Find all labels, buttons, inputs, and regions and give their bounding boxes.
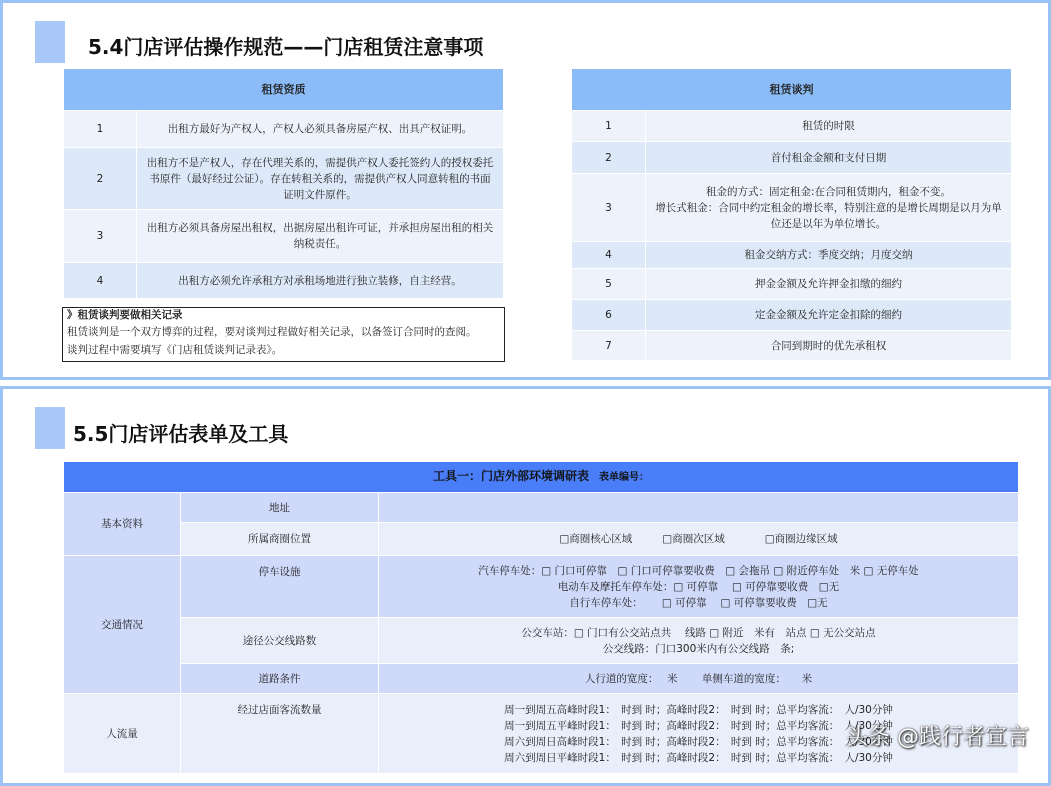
row-no: 6 xyxy=(572,300,646,331)
row-line: 增长式租金：合同中约定租金的增长率，特别注意的是增长周期是以月为单位还是以年为单位增长。 xyxy=(655,201,1002,230)
row-no: 5 xyxy=(572,269,646,300)
watermark: 头条 @践行者宣言 xyxy=(846,725,1029,750)
field-label: 所属商圈位置 xyxy=(181,523,379,556)
row-text: 出租方必须允许承租方对承租场地进行独立装修，自主经营。 xyxy=(137,263,504,299)
row-no: 4 xyxy=(64,263,137,299)
option-line[interactable]: 公交车站：□ 门口有公交站点共 线路 □ 附近 米有 站点 □ 无公交站点 xyxy=(521,626,876,639)
table-row xyxy=(64,210,504,263)
option-line[interactable]: 公交线路：门口300米内有公交线路 条; xyxy=(602,642,795,655)
option-line[interactable]: 汽车停车处：□ 门口可停靠 □ 门口可停靠要收费 □ 会拖吊 □ 附近停车处 米 □ 无停车处 xyxy=(478,564,919,577)
checkbox-option[interactable]: □商圈次区域 xyxy=(662,533,725,545)
form-title: 工具一：门店外部环境调研表 xyxy=(432,469,589,483)
row-no: 3 xyxy=(64,210,137,263)
title-marker xyxy=(35,21,65,63)
row-text: 出租方必须具备房屋出租权，出据房屋出租许可证，并承担房屋出租的相关纳税责任。 xyxy=(137,210,504,263)
category-basic: 基本资料 xyxy=(64,493,181,556)
negotiation-table xyxy=(571,68,1012,361)
field-label: 停车设施 xyxy=(181,556,379,618)
table-row xyxy=(64,148,504,210)
table-header: 租赁资质 xyxy=(64,69,504,111)
row-text: 合同到期时的优先承租权 xyxy=(646,331,1012,361)
qualification-table xyxy=(63,68,504,299)
parking-options xyxy=(379,556,1019,618)
flow-line[interactable]: 周六到周日高峰时段1： 时到 时；高峰时段2： 时到 时；总平均客流： 人/30分钟 xyxy=(504,735,893,748)
table-row xyxy=(64,263,504,299)
table-row xyxy=(572,142,1012,174)
table-row xyxy=(572,174,1012,242)
field-label: 途径公交线路数 xyxy=(181,618,379,664)
flow-line[interactable]: 周一到周五平峰时段1： 时到 时；高峰时段2： 时到 时；总平均客流： 人/30分钟 xyxy=(504,719,893,732)
row-no: 1 xyxy=(572,111,646,142)
note-box xyxy=(62,307,505,362)
field-label: 道路条件 xyxy=(181,664,379,694)
table-header: 租赁谈判 xyxy=(572,69,1012,111)
category-traffic: 交通情况 xyxy=(64,556,181,694)
table-row xyxy=(572,300,1012,331)
row-text: 租金交纳方式：季度交纳；月度交纳 xyxy=(646,242,1012,269)
flow-line[interactable]: 周一到周五高峰时段1： 时到 时；高峰时段2： 时到 时；总平均客流： 人/30分钟 xyxy=(504,703,893,716)
row-text: 出租方不是产权人，存在代理关系的，需提供产权人委托签约人的授权委托书原件（最好经过公证）。存在转租关系的，需提供产权人同意转租的书面证明文件原件。 xyxy=(137,148,504,210)
row-text: 押金金额及允许押金扣缴的细约 xyxy=(646,269,1012,300)
note-line: 谈判过程中需要填写《门店租赁谈判记录表》。 xyxy=(67,344,283,356)
section-title: 5.5门店评估表单及工具 xyxy=(73,422,289,446)
row-text: 首付租金金额和支付日期 xyxy=(646,142,1012,174)
bus-options xyxy=(379,618,1019,664)
form-number-label: 表单编号： xyxy=(599,472,649,483)
checkbox-option[interactable]: □商圈边缘区域 xyxy=(764,533,838,545)
checkbox-option[interactable]: □商圈核心区域 xyxy=(559,533,633,545)
row-text: 定金金额及允许定金扣除的细约 xyxy=(646,300,1012,331)
table-row xyxy=(572,111,1012,142)
option-line[interactable]: 电动车及摩托车停车处：□ 可停靠 □ 可停靠要收费 □无 xyxy=(557,580,840,593)
row-line: 租金的方式：固定租金:在合同租赁期内，租金不变。 xyxy=(705,185,952,198)
row-no: 2 xyxy=(572,142,646,174)
note-line: 租赁谈判是一个双方博弈的过程，要对谈判过程做好相关记录，以备签订合同时的查阅。 xyxy=(67,326,477,338)
row-text: 租赁的时限 xyxy=(646,111,1012,142)
row-no: 1 xyxy=(64,111,137,148)
row-no: 4 xyxy=(572,242,646,269)
row-no: 7 xyxy=(572,331,646,361)
table-row xyxy=(572,331,1012,361)
table-row xyxy=(572,269,1012,300)
road-fields[interactable]: 人行道的宽度： 米 单侧车道的宽度： 米 xyxy=(379,664,1019,694)
form-header xyxy=(64,462,1019,493)
option-line[interactable]: 自行车停车处： □ 可停靠 □ 可停靠要收费 □无 xyxy=(569,596,828,609)
row-no: 2 xyxy=(64,148,137,210)
field-label: 经过店面客流数量 xyxy=(181,694,379,774)
row-text: 出租方最好为产权人，产权人必须具备房屋产权、出具产权证明。 xyxy=(137,111,504,148)
note-heading: 》租赁谈判要做相关记录 xyxy=(67,309,183,321)
address-field[interactable] xyxy=(379,493,1019,523)
table-row xyxy=(572,242,1012,269)
row-no: 3 xyxy=(572,174,646,242)
field-label: 地址 xyxy=(181,493,379,523)
flow-line[interactable]: 周六到周日平峰时段1： 时到 时；高峰时段2： 时到 时；总平均客流： 人/30分钟 xyxy=(504,751,893,764)
category-flow: 人流量 xyxy=(64,694,181,774)
title-marker xyxy=(35,407,65,449)
page-title: 5.4门店评估操作规范——门店租赁注意事项 xyxy=(88,35,484,59)
table-row xyxy=(64,111,504,148)
row-text xyxy=(646,174,1012,242)
district-options xyxy=(379,523,1019,556)
